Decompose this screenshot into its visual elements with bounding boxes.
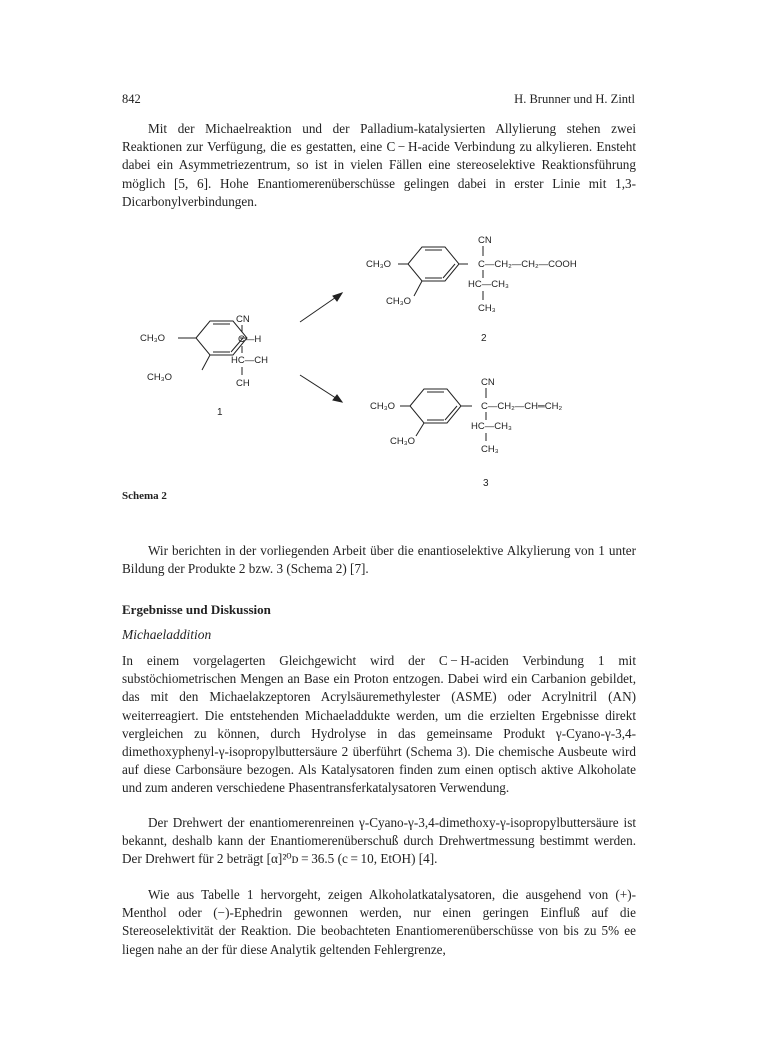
compound-1-number: 1: [217, 407, 223, 418]
compound-2-ome-top: CH₃O: [366, 259, 391, 270]
intro-paragraph: Mit der Michaelreaktion und der Palladium-katalysierten Allylierung stehen zwei Reaktionen zur Verfügung, die es gestatten, eine C − H-acide Verbindung zu alkylieren. Ensteht dabei ein Asymmetriezentrum, so ist in vielen Fällen eine stereoselektive Reaktionsführung möglich [5, 6]. Hohe Enantiomerenüberschüsse gelingen dabei in erster Linie mit 1,3-Dicarbonylverbindungen.: [122, 121, 636, 209]
page-number: 842: [122, 92, 141, 106]
compound-2-ome-bottom: CH₃O: [386, 296, 411, 307]
compound-2-ch3: CH₃: [478, 303, 496, 314]
section-title: Ergebnisse und Diskussion: [122, 602, 271, 617]
compound-3-ch3: CH₃: [481, 444, 499, 455]
compound-3-cn: CN: [481, 377, 495, 388]
body-paragraph-1: In einem vorgelagerten Gleichgewicht wird der C − H-aciden Verbindung 1 mit substöchiometrischen Mengen an Base ein Proton entzogen. Dabei wird ein Carbanion gebildet, das mit den Michaelakzeptoren Acrylsäuremethylester (ASME) oder Acrylnitril (AN) weiterreagiert. Die entstehenden Michaeladdukte werden, um die erzielten Ergebnisse direkt vergleichen zu können, durch Hydrolyse in das gemeinsame Produkt γ-Cyano-γ-3,4-dimethoxyphenyl-γ-isopropylbuttersäure 2 überführt (Schema 3). Die chemische Ausbeute wird auf diese Carbonsäure bezogen. Als Katalysatoren finden zum einen optisch aktive Alkoholate und zum anderen verschiedene Phasentransferkatalysatoren Verwendung.: [122, 653, 636, 796]
compound-1-structure: [140, 314, 268, 418]
schema-caption: Schema 2: [122, 490, 167, 502]
compound-2-structure: [366, 235, 577, 344]
running-header-authors: H. Brunner und H. Zintl: [514, 92, 635, 106]
compound-1-hc-ch3: HC—CH: [231, 355, 268, 366]
compound-3-ome-top: CH₃O: [370, 401, 395, 412]
report-paragraph: Wir berichten in der vorliegenden Arbeit über die enantioselektive Alkylierung von 1 unter Bildung der Produkte 2 bzw. 3 (Schema 2) [7].: [122, 543, 636, 577]
compound-2-cn: CN: [478, 235, 492, 246]
compound-3-hc-ch3: HC—CH₃: [471, 421, 512, 432]
reaction-arrows: [300, 293, 342, 402]
body-paragraph-3: Wie aus Tabelle 1 hervorgeht, zeigen Alkoholatkatalysatoren, die ausgehend von (+)-Menthol oder (−)-Ephedrin gewonnen werden, nur einen geringen Einfluß auf die Stereoselektivität der Reaktion. Die beobachteten Enantiomerenüberschüsse von bis zu 5% ee liegen nahe an der für diese Analytik geltenden Fehlergrenze,: [122, 887, 636, 957]
compound-2-chain: C—CH₂—CH₂—COOH: [478, 259, 577, 270]
compound-3-chain: C—CH₂—CH═CH₂: [481, 401, 563, 412]
body-paragraph-2: Der Drehwert der enantiomerenreinen γ-Cyano-γ-3,4-dimethoxy-γ-isopropylbuttersäure ist bekannt, deshalb kann der Enantiomerenüberschuß durch Drehwertmessung bestimmt werden. Der Drehwert für 2 beträgt [α]²⁰ᴅ = 36.5 (c = 10, EtOH) [4].: [122, 815, 636, 867]
compound-3-structure: [370, 377, 562, 489]
compound-1-ch3: CH: [236, 378, 250, 389]
compound-3-ome-bottom: CH₃O: [390, 436, 415, 447]
compound-2-hc-ch3: HC—CH₃: [468, 279, 509, 290]
compound-1-ome-top: CH₃O: [140, 333, 165, 344]
compound-1-cn: CN: [236, 314, 250, 325]
compound-1-c-h: C—H: [238, 334, 262, 345]
compound-1-ome-bottom: CH₃O: [147, 372, 172, 383]
subsection-title: Michaeladdition: [122, 627, 212, 642]
compound-2-number: 2: [481, 333, 487, 344]
compound-3-number: 3: [483, 478, 489, 489]
reaction-scheme: [100, 220, 660, 490]
